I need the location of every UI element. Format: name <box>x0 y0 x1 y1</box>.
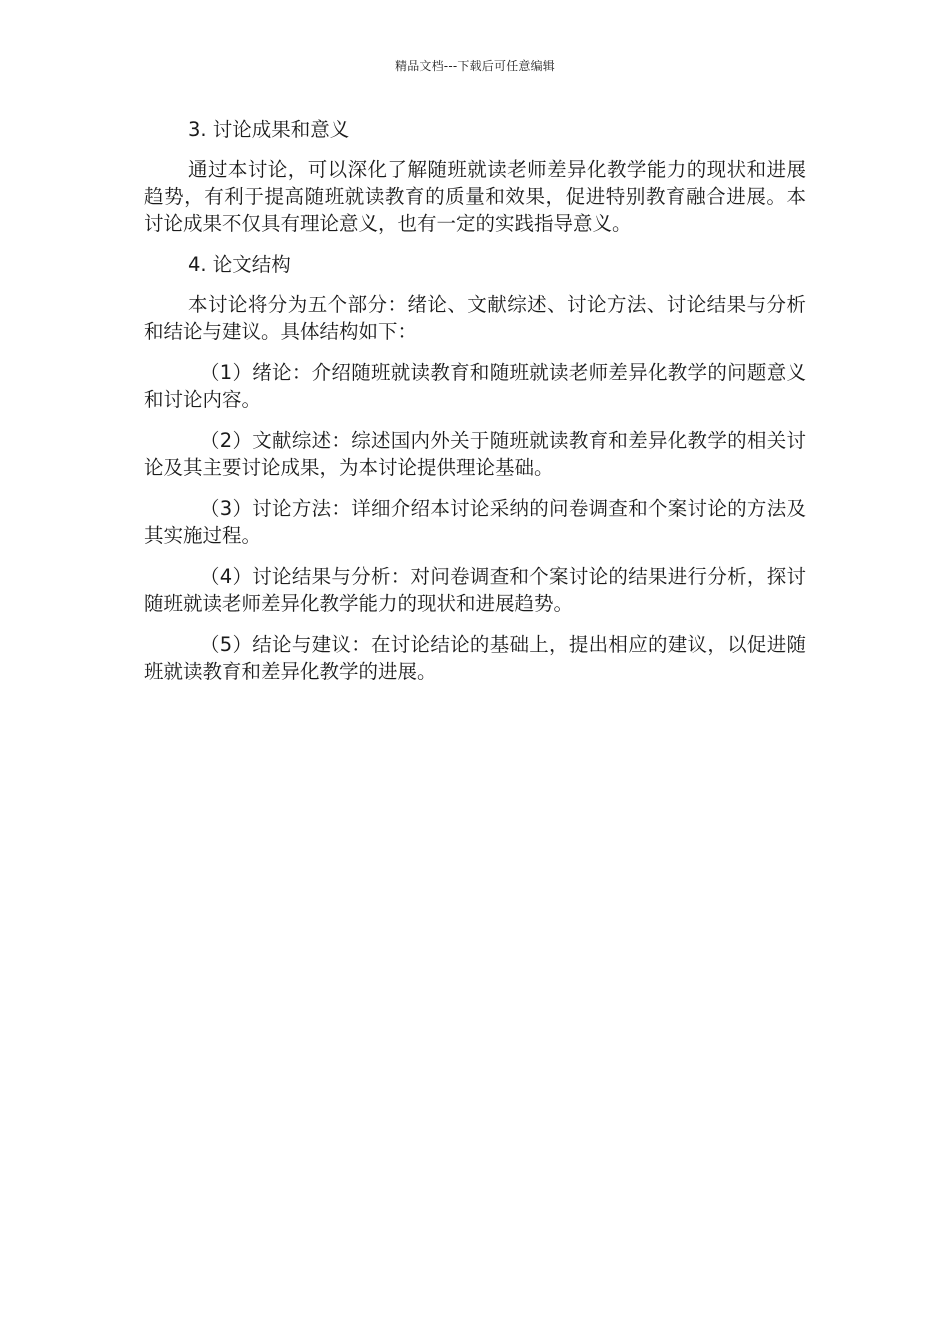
section-heading-4: 4. 论文结构 <box>188 253 291 276</box>
structure-item-3: （3）讨论方法：详细介绍本讨论采纳的问卷调查和个案讨论的方法及其实施过程。 <box>144 497 806 547</box>
section-3-paragraph: 通过本讨论，可以深化了解随班就读老师差异化教学能力的现状和进展趋势，有利于提高随班就读教育的质量和效果，促进特别教育融合进展。本讨论成果不仅具有理论意义，也有一定的实践指导意义。 <box>144 158 806 235</box>
structure-item-4: （4）讨论结果与分析：对问卷调查和个案讨论的结果进行分析，探讨随班就读老师差异化教学能力的现状和进展趋势。 <box>144 565 806 615</box>
document-body <box>144 116 806 699</box>
structure-item-1: （1）绪论：介绍随班就读教育和随班就读老师差异化教学的问题意义和讨论内容。 <box>144 361 806 411</box>
structure-item-2: （2）文献综述：综述国内外关于随班就读教育和差异化教学的相关讨论及其主要讨论成果，为本讨论提供理论基础。 <box>144 429 806 479</box>
section-heading-3: 3. 讨论成果和意义 <box>188 118 350 141</box>
section-4-intro: 本讨论将分为五个部分：绪论、文献综述、讨论方法、讨论结果与分析和结论与建议。具体结构如下： <box>144 293 806 343</box>
page-header: 精品文档---下载后可任意编辑 <box>395 59 555 73</box>
structure-item-5: （5）结论与建议：在讨论结论的基础上，提出相应的建议，以促进随班就读教育和差异化教学的进展。 <box>144 633 806 683</box>
